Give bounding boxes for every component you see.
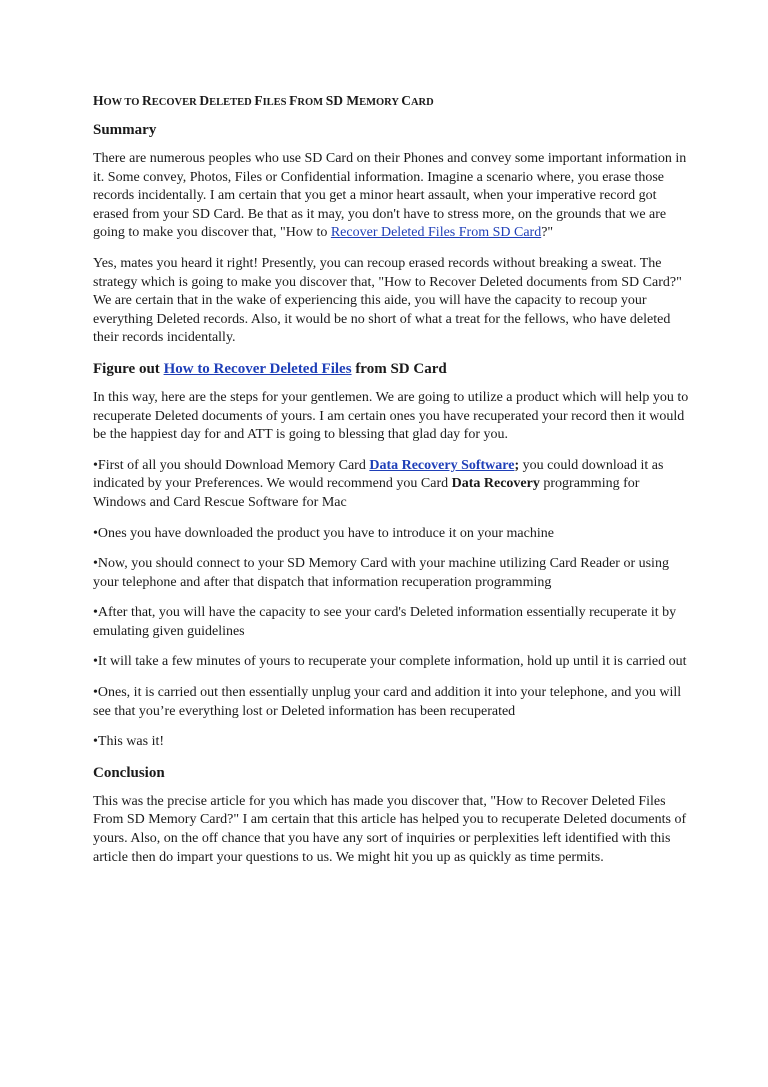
bullet-item-6: •Ones, it is carried out then essentially unplug your card and addition it into your telephone, and you will see that you’re everything lost or Deleted information has been recuperated: [93, 685, 682, 719]
summary-heading: Summary: [93, 122, 157, 138]
conclusion-heading: Conclusion: [93, 764, 165, 781]
title-part: F: [289, 93, 298, 108]
summary-p1-text: There are numerous peoples who use SD Card on their Phones and convey some important information in it. Some convey, Photos, Files or Confidential information. Imagine a scenario where, you erase those records incidentally. I am certain that you get a minor heart assault, when your imperative record got erased from your SD Card. Be that as it may, you don't have to stress more, on the grounds that we are going to make you discover that, "How to: [93, 151, 687, 241]
summary-paragraph-1: [93, 150, 693, 243]
bullet-item-3: •Now, you should connect to your SD Memory Card with your machine utilizing Card Reader or using your telephone and after that dispatch that information recuperation programming: [93, 556, 669, 590]
title-part: ELETED: [209, 97, 255, 108]
title-part: ILES: [262, 97, 290, 108]
bullet-1-bold: Data Recovery: [451, 476, 540, 492]
summary-paragraph-2: Yes, mates you heard it right! Presently, you can recoup erased records without breaking a sweat. The strategy which is going to make you discover that, "How to Recover Deleted documents from SD Card?" We are certain that in the wake of experiencing this aide, you will have the capacity to recoup your everything Deleted records. Also, it would be no short of what a treat for the fellows, who have deleted their records incidentally.: [93, 255, 682, 346]
figure-out-heading: [93, 360, 693, 378]
title-part: OW TO: [103, 97, 143, 108]
conclusion-paragraph: This was the precise article for you which has made you discover that, "How to Recover Deleted Files From SD Memory Card?" I am certain that this article has helped you to recuperate Deleted documents of yours. Also, on the off chance that you have any sort of inquiries or perplexities left identified with this article then do impart your questions to us. We might hit you up as quickly as time permits.: [93, 793, 687, 865]
title-part: H: [93, 93, 104, 108]
bullet-item-1: [93, 457, 693, 513]
title-part: ECOVER: [151, 97, 200, 108]
bullet-1-semicolon: ;: [514, 457, 520, 473]
bullet-1-pre: •First of all you should Download Memory Card: [93, 457, 370, 473]
title-part: R: [142, 93, 152, 108]
document-title: [93, 92, 693, 112]
title-part: D: [199, 93, 210, 108]
how-to-recover-link[interactable]: How to Recover Deleted Files: [163, 360, 352, 377]
document-page: [93, 92, 693, 879]
summary-p1-end: ?": [541, 225, 554, 241]
figure-heading-post: from SD Card: [351, 360, 447, 377]
bullet-item-2: •Ones you have downloaded the product you have to introduce it on your machine: [93, 525, 554, 541]
bullet-item-5: •It will take a few minutes of yours to recuperate your complete information, hold up until it is carried out: [93, 654, 687, 670]
bullet-item-4: •After that, you will have the capacity to see your card's Deleted information essentially recuperate it by emulating given guidelines: [93, 605, 677, 639]
bullet-1-post: programming for Windows and Card Rescue Software for Mac: [93, 476, 640, 510]
title-part: ARD: [410, 97, 434, 108]
bullet-1-mid: you could download it as indicated by your Preferences. We would recommend you Card: [93, 457, 664, 492]
title-part: C: [401, 93, 411, 108]
title-part: EMORY: [359, 97, 402, 108]
figure-heading-pre: Figure out: [93, 360, 164, 377]
data-recovery-software-link[interactable]: Data Recovery Software: [369, 457, 515, 473]
title-part: SD M: [325, 93, 360, 108]
title-part: ROM: [297, 97, 326, 108]
bullet-item-7: •This was it!: [93, 734, 165, 750]
title-part: F: [254, 93, 263, 108]
figure-intro-paragraph: In this way, here are the steps for your gentlemen. We are going to utilize a product which will help you to recuperate Deleted documents of yours. I am certain ones you have recuperated your record then it would be the happiest day for and ATT is going to blessing that glad day for you.: [93, 389, 689, 443]
recover-deleted-files-link[interactable]: Recover Deleted Files From SD Card: [330, 225, 542, 241]
